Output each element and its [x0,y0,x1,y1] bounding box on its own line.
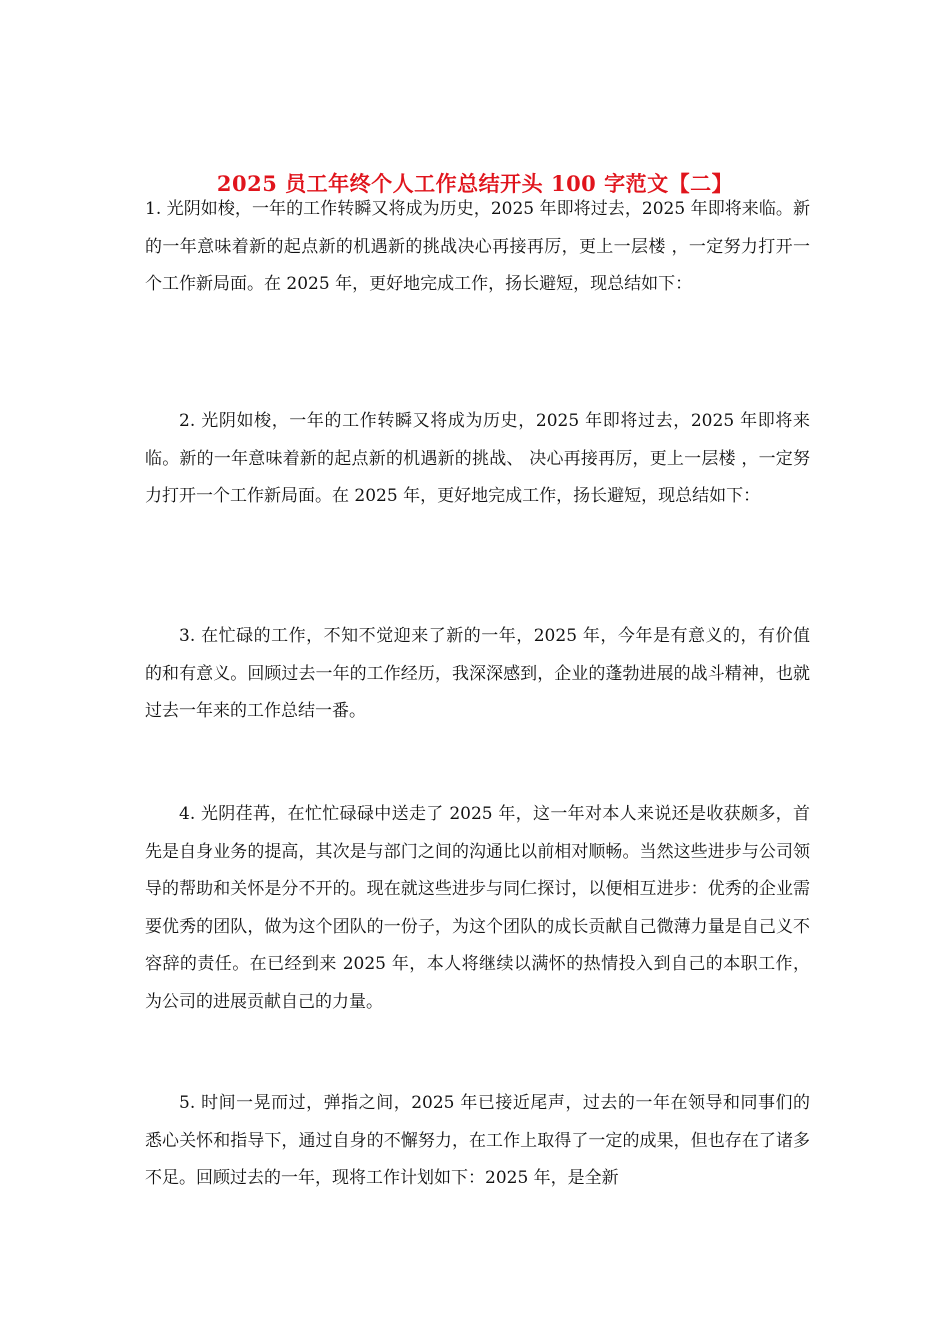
paragraph-5: 5. 时间一晃而过，弹指之间，2025 年已接近尾声，过去的一年在领导和同事们的悉心关怀和指导下，通过自身的不懈努力，在工作上取得了一定的成果，但也存在了诸多不足。回顾过去的一年，现将工作计划如下：2025 年，是全新 [145,1093,810,1188]
paragraph-1: 1. 光阴如梭，一年的工作转瞬又将成为历史，2025 年即将过去，2025 年即将来临。新的一年意味着新的起点新的机遇新的挑战决心再接再厉，更上一层楼 ，一定努力打开一个工作新局面。在 2025 年，更好地完成工作，扬长避短，现总结如下： [145,199,810,294]
document-title: 2025 员工年终个人工作总结开头 100 字范文【二】 [216,171,734,197]
paragraph-3: 3. 在忙碌的工作，不知不觉迎来了新的一年，2025 年，今年是有意义的，有价值的和有意义。回顾过去一年的工作经历，我深深感到，企业的蓬勃进展的战斗精神，也就过去一年来的工作总结一番。 [145,626,810,721]
paragraph-2: 2. 光阴如梭，一年的工作转瞬又将成为历史，2025 年即将过去，2025 年即将来临。新的一年意味着新的起点新的机遇新的挑战、 决心再接再厉，更上一层楼 ，一定努力打开一个工作新局面。在 2025 年，更好地完成工作，扬长避短，现总结如下： [145,411,810,506]
paragraph-4: 4. 光阴荏苒，在忙忙碌碌中送走了 2025 年，这一年对本人来说还是收获颇多，首先是自身业务的提高，其次是与部门之间的沟通比以前相对顺畅。当然这些进步与公司领导的帮助和关怀是分不开的。现在就这些进步与同仁探讨，以便相互进步：优秀的企业需要优秀的团队，做为这个团队的一份子，为这个团队的成长贡献自己微薄力量是自己义不容辞的责任。在已经到来 2025 年，本人将继续以满怀的热情投入到自己的本职工作，为公司的进展贡献自己的力量。 [145,804,810,1012]
